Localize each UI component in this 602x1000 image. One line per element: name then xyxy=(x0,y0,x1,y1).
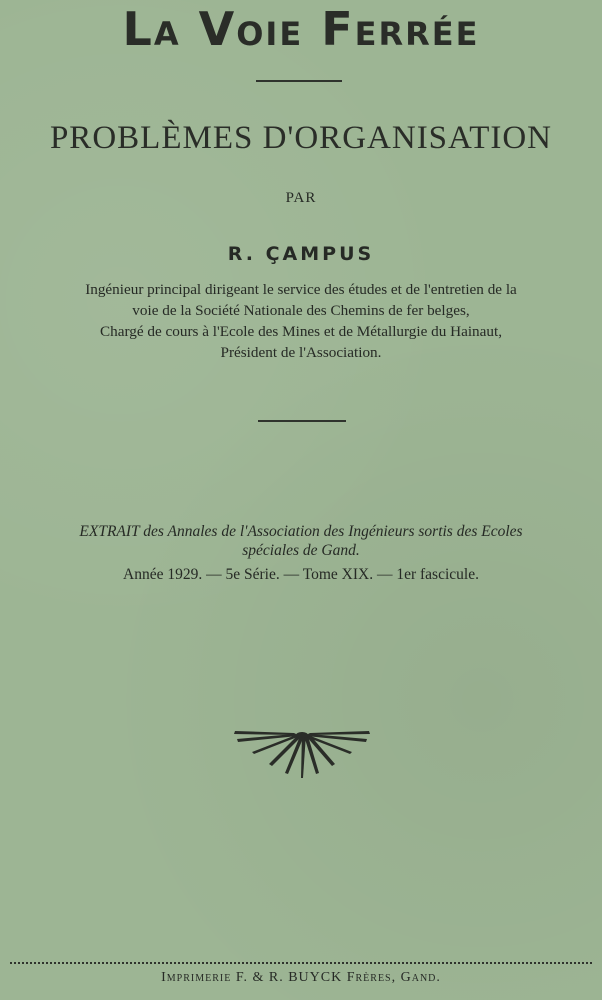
credential-line: voie de la Société Nationale des Chemins de fer belges, xyxy=(132,302,470,319)
issue-info xyxy=(0,566,602,584)
top-rule xyxy=(256,80,342,82)
extract-note-line: spéciales de Gand. xyxy=(242,542,360,559)
series-title: La Voie Ferrée xyxy=(122,2,480,56)
credential-line: Ingénieur principal dirigeant le service des études et de l'entretien de la xyxy=(85,281,517,298)
main-title: PROBLÈMES D'ORGANISATION xyxy=(49,120,553,156)
sunburst-fleuron-icon xyxy=(232,728,372,780)
by-label: PAR xyxy=(285,190,317,206)
credential-line: Chargé de cours à l'Ecole des Mines et de Métallurgie du Hainaut, xyxy=(100,323,502,340)
extract-note xyxy=(40,522,562,560)
author-credentials xyxy=(18,279,584,363)
printer-imprint: Imprimerie F. & R. BUYCK Frères, Gand. xyxy=(161,970,441,985)
issue-series: — 5e Série. xyxy=(206,566,280,583)
author-name: R. ÇAMPUS xyxy=(227,243,375,265)
issue-fascicule: — 1er fascicule. xyxy=(376,566,479,583)
extract-note-line: EXTRAIT des Annales de l'Association des Ingénieurs sortis des Ecoles xyxy=(79,523,523,540)
footer-dotted-rule xyxy=(10,962,592,964)
issue-tome: — Tome XIX. xyxy=(283,566,374,583)
middle-rule xyxy=(258,420,346,422)
issue-year: Année 1929. xyxy=(123,566,203,583)
credential-line: Président de l'Association. xyxy=(220,344,382,361)
